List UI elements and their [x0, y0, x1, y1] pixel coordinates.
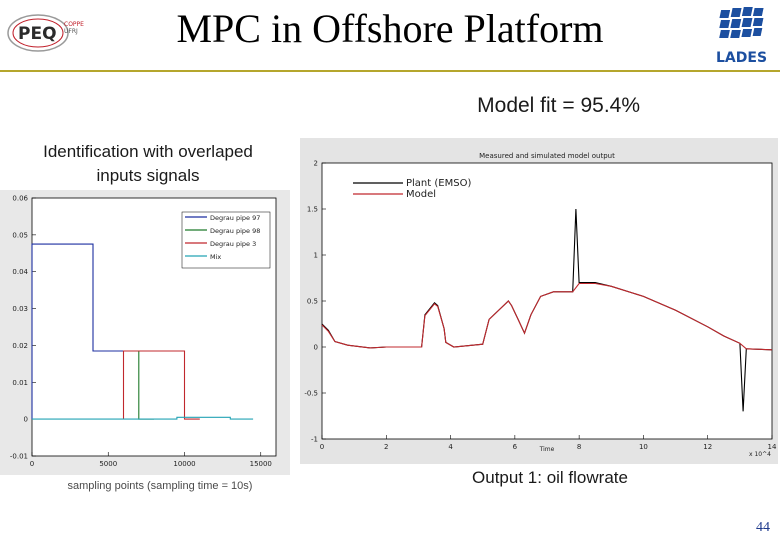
left-chart-x-tick-label: 5000	[99, 460, 118, 468]
left-chart-x-tick-label: 0	[29, 460, 35, 468]
left-chart-y-tick-label: 0.06	[12, 194, 28, 203]
right-chart-y-tick-label: 1.5	[306, 205, 318, 214]
input-signals-chart	[0, 190, 290, 475]
ufrj-logo-text: UFRJ	[64, 28, 78, 35]
left-chart-x-tick-label: 15000	[249, 460, 272, 468]
sampling-caption: sampling points (sampling time = 10s)	[67, 480, 253, 492]
right-chart-x-tick-label: 12	[703, 443, 713, 451]
left-chart-y-tick-label: 0.05	[12, 231, 28, 240]
left-chart-x-tick-label: 10000	[173, 460, 196, 468]
left-chart-legend-label: Degrau pipe 97	[210, 214, 261, 222]
left-chart-legend-label: Degrau pipe 98	[210, 227, 261, 235]
right-chart-y-tick-label: 1	[313, 251, 318, 260]
left-chart-y-tick-label: 0.02	[12, 341, 28, 350]
right-chart-legend-label: Plant (EMSO)	[406, 178, 472, 189]
right-chart-x-multiplier: x 10^4	[749, 451, 771, 458]
left-chart-y-tick-label: -0.01	[9, 452, 28, 461]
identification-line-2: inputs signals	[96, 166, 200, 185]
right-chart-title: Measured and simulated model output	[479, 152, 615, 160]
measured-simulated-chart	[300, 138, 778, 464]
identification-line-1: Identification with overlaped	[43, 142, 253, 161]
coppe-logo-text: COPPE	[64, 21, 84, 28]
left-chart-legend-label: Degrau pipe 3	[210, 240, 257, 248]
slide-title: MPC in Offshore Platform	[176, 6, 604, 51]
right-chart-x-tick-label: 10	[638, 443, 648, 451]
header-divider	[0, 70, 780, 72]
peq-logo-text: PEQ	[18, 24, 57, 44]
left-chart-y-tick-label: 0.01	[12, 378, 28, 387]
output-caption: Output 1: oil flowrate	[472, 468, 628, 487]
left-chart-y-tick-label: 0.03	[12, 305, 28, 314]
right-chart-plot-area	[322, 163, 772, 439]
right-chart-y-tick-label: 0	[313, 343, 318, 352]
lades-logo	[710, 2, 780, 66]
right-chart-y-tick-label: -0.5	[304, 389, 318, 398]
left-chart-legend-label: Mix	[210, 253, 222, 261]
right-chart-y-tick-label: -1	[311, 435, 318, 444]
right-chart-y-tick-label: 0.5	[306, 297, 318, 306]
left-chart-y-tick-label: 0	[23, 415, 28, 424]
right-chart-x-tick-label: 8	[576, 443, 582, 451]
right-chart-x-tick-label: 14	[767, 443, 777, 451]
right-chart-xlabel: Time	[539, 446, 555, 453]
right-chart-x-tick-label: 0	[319, 443, 325, 451]
identification-caption	[8, 140, 288, 188]
right-chart-x-tick-label: 4	[448, 443, 453, 451]
lades-logo-text: LADES	[716, 50, 768, 66]
right-chart-x-tick-label: 2	[384, 443, 389, 451]
right-chart-y-tick-label: 2	[313, 159, 318, 168]
model-fit-label: Model fit = 95.4%	[477, 94, 640, 117]
right-chart-x-tick-label: 6	[512, 443, 518, 451]
right-chart-legend-label: Model	[406, 189, 437, 200]
slide-number: 44	[756, 520, 770, 535]
left-chart-y-tick-label: 0.04	[12, 268, 28, 277]
